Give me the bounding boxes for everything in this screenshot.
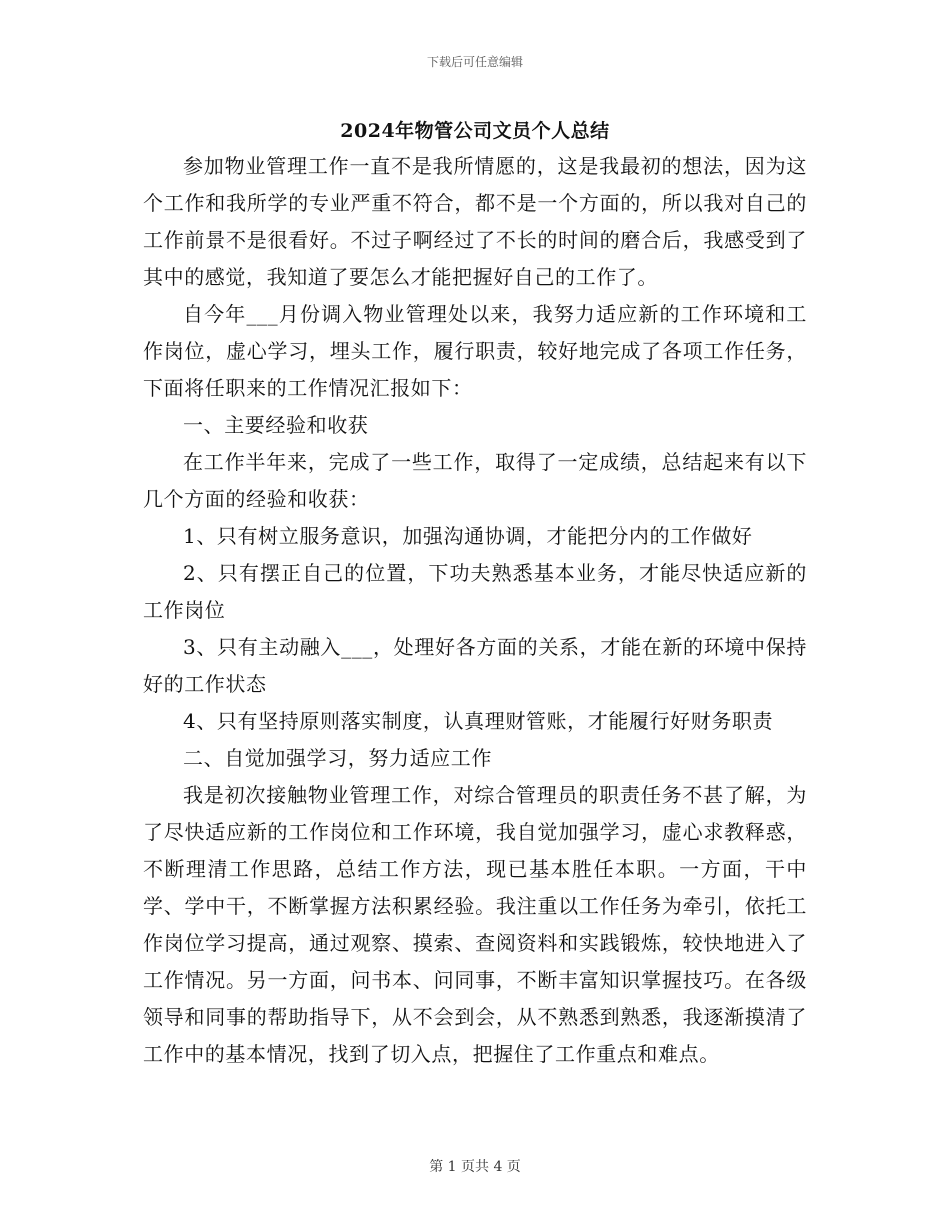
page-number: 第 1 页共 4 页 xyxy=(429,1159,521,1175)
paragraph-summary: 在工作半年来，完成了一些工作，取得了一定成绩，总结起来有以下几个方面的经验和收获： xyxy=(143,450,807,511)
paragraph-transfer: 自今年___月份调入物业管理处以来，我努力适应新的工作环境和工作岗位，虚心学习，埋头工作，履行职责，较好地完成了各项工作任务，下面将任职来的工作情况汇报如下： xyxy=(143,302,807,400)
paragraph-learning: 我是初次接触物业管理工作，对综合管理员的职责任务不甚了解，为了尽快适应新的工作岗位和工作环境，我自觉加强学习，虚心求教释惑，不断理清工作思路，总结工作方法，现已基本胜任本职。一方面，干中学、学中干，不断掌握方法积累经验。我注重以工作任务为牵引，依托工作岗位学习提高，通过观察、摸索、查阅资料和实践锻炼，较快地进入了工作情况。另一方面，问书本、问同事，不断丰富知识掌握技巧。在各级领导和同事的帮助指导下，从不会到会，从不熟悉到熟悉，我逐渐摸清了工作中的基本情况，找到了切入点，把握住了工作重点和难点。 xyxy=(143,783,807,1066)
list-item-1: 1、只有树立服务意识，加强沟通协调，才能把分内的工作做好 xyxy=(183,524,753,548)
paragraph-intro: 参加物业管理工作一直不是我所情愿的，这是我最初的想法，因为这个工作和我所学的专业严重不符合，都不是一个方面的，所以我对自己的工作前景不是很看好。不过子啊经过了不长的时间的磨合后，我感受到了其中的感觉，我知道了要怎么才能把握好自己的工作了。 xyxy=(143,154,807,289)
page-header-note: 下载后可任意编辑 xyxy=(426,55,523,69)
document-title: 2024年物管公司文员个人总结 xyxy=(340,120,610,142)
list-item-4: 4、只有坚持原则落实制度，认真理财管账，才能履行好财务职责 xyxy=(183,709,774,733)
list-item-3: 3、只有主动融入___，处理好各方面的关系，才能在新的环境中保持好的工作状态 xyxy=(143,635,807,696)
list-item-2: 2、只有摆正自己的位置，下功夫熟悉基本业务，才能尽快适应新的工作岗位 xyxy=(143,561,807,622)
section-heading-2: 二、自觉加强学习，努力适应工作 xyxy=(183,746,492,770)
section-heading-1: 一、主要经验和收获 xyxy=(183,413,369,437)
document-body xyxy=(143,148,807,1073)
